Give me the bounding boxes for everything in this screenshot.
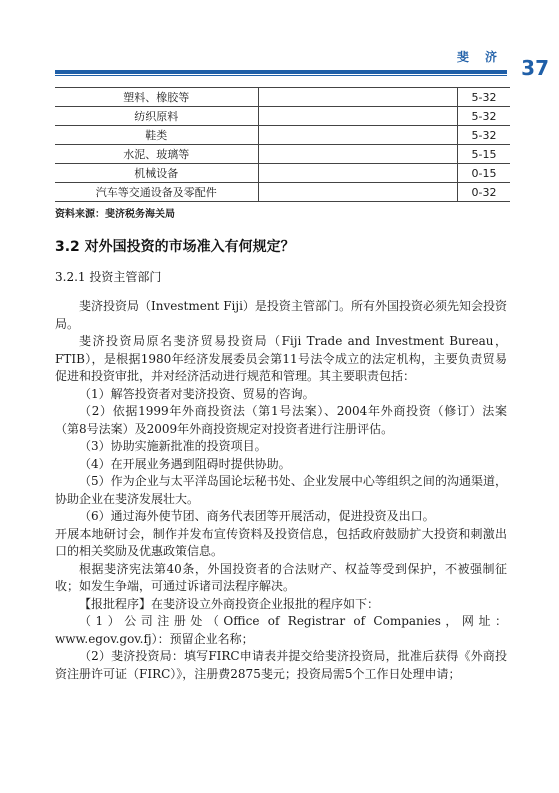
page-number: 37 bbox=[521, 56, 549, 80]
header-label: 斐 济 bbox=[456, 50, 503, 64]
table-cell bbox=[258, 183, 457, 202]
table-cell bbox=[258, 164, 457, 183]
table-row bbox=[55, 164, 510, 183]
paragraph: 斐济投资局（Investment Fiji）是投资主管部门。所有外国投资必须先知会投资局。 bbox=[55, 299, 507, 331]
header-rule-thin bbox=[55, 75, 507, 76]
paragraph: （1）公司注册处（Office of Registrar of Companies，网址：www.egov.gov.fj）：预留企业名称； bbox=[55, 614, 507, 646]
paragraph: （5）作为企业与太平洋岛国论坛秘书处、企业发展中心等组织之间的沟通渠道，协助企业在斐济发展壮大。 bbox=[55, 474, 507, 506]
table-cell: 纺织原料 bbox=[55, 107, 258, 126]
section-title: 3.2 对外国投资的市场准入有何规定？ bbox=[55, 239, 295, 255]
table-cell bbox=[258, 88, 457, 107]
paragraph: （1）解答投资者对斐济投资、贸易的咨询。 bbox=[79, 386, 315, 401]
table-cell bbox=[258, 145, 457, 164]
table-cell: 鞋类 bbox=[55, 126, 258, 145]
table-row bbox=[55, 126, 510, 145]
paragraph: （6）通过海外使节团、商务代表团等开展活动，促进投资及出口。 bbox=[79, 509, 435, 523]
table-cell bbox=[258, 126, 457, 145]
table-row bbox=[55, 145, 510, 164]
paragraph: 斐济投资局原名斐济贸易投资局（Fiji Trade and Investment Bureau，FTIB），是根据1980年经济发展委员会第11号法令成立的法定机构，主要负责贸易促进和投资审批，并对经济活动进行规范和管理。其主要职责包括： bbox=[55, 334, 507, 383]
tariff-table bbox=[55, 87, 510, 202]
paragraph: （2）斐济投资局：填写FIRC申请表并提交给斐济投资局，批准后获得《外商投资注册许可证（FIRC）》，注册费2875斐元；投资局需5个工作日处理申请； bbox=[55, 649, 507, 681]
table-cell: 水泥、玻璃等 bbox=[55, 145, 258, 164]
table-cell: 汽车等交通设备及零配件 bbox=[55, 183, 258, 202]
table-cell-rate: 5-32 bbox=[457, 107, 510, 126]
table-cell bbox=[258, 107, 457, 126]
subsection-title: 3.2.1 投资主管部门 bbox=[55, 270, 162, 284]
table-cell: 塑料、橡胶等 bbox=[55, 88, 258, 107]
paragraph: 根据斐济宪法第40条，外国投资者的合法财产、权益等受到保护，不被强制征收；如发生争端，可通过诉诸司法程序解决。 bbox=[55, 561, 507, 593]
table-cell-rate: 5-15 bbox=[457, 145, 510, 164]
table-row bbox=[55, 183, 510, 202]
table-row bbox=[55, 88, 510, 107]
header-rule bbox=[55, 70, 507, 74]
paragraph: （3）协助实施新批准的投资项目。 bbox=[79, 439, 267, 453]
table-row bbox=[55, 107, 510, 126]
table-source: 资料来源：斐济税务海关局 bbox=[55, 209, 175, 220]
paragraph: （2）依据1999年外商投资法（第1号法案）、2004年外商投资（修订）法案（第8号法案）及2009年外商投资规定对投资者进行注册评估。 bbox=[55, 404, 507, 436]
paragraph: 【报批程序】在斐济设立外商投资企业报批的程序如下： bbox=[79, 596, 380, 611]
paragraph: 开展本地研讨会，制作并发布宣传资料及投资信息，包括政府鼓励扩大投资和刺激出口的相关奖励及优惠政策信息。 bbox=[55, 526, 507, 558]
table-cell: 机械设备 bbox=[55, 164, 258, 183]
table-cell-rate: 5-32 bbox=[457, 88, 510, 107]
table-cell-rate: 5-32 bbox=[457, 126, 510, 145]
paragraph: （4）在开展业务遇到阻碍时提供协助。 bbox=[79, 456, 291, 471]
table-cell-rate: 0-15 bbox=[457, 164, 510, 183]
table-cell-rate: 0-32 bbox=[457, 183, 510, 202]
body-text bbox=[55, 298, 507, 683]
